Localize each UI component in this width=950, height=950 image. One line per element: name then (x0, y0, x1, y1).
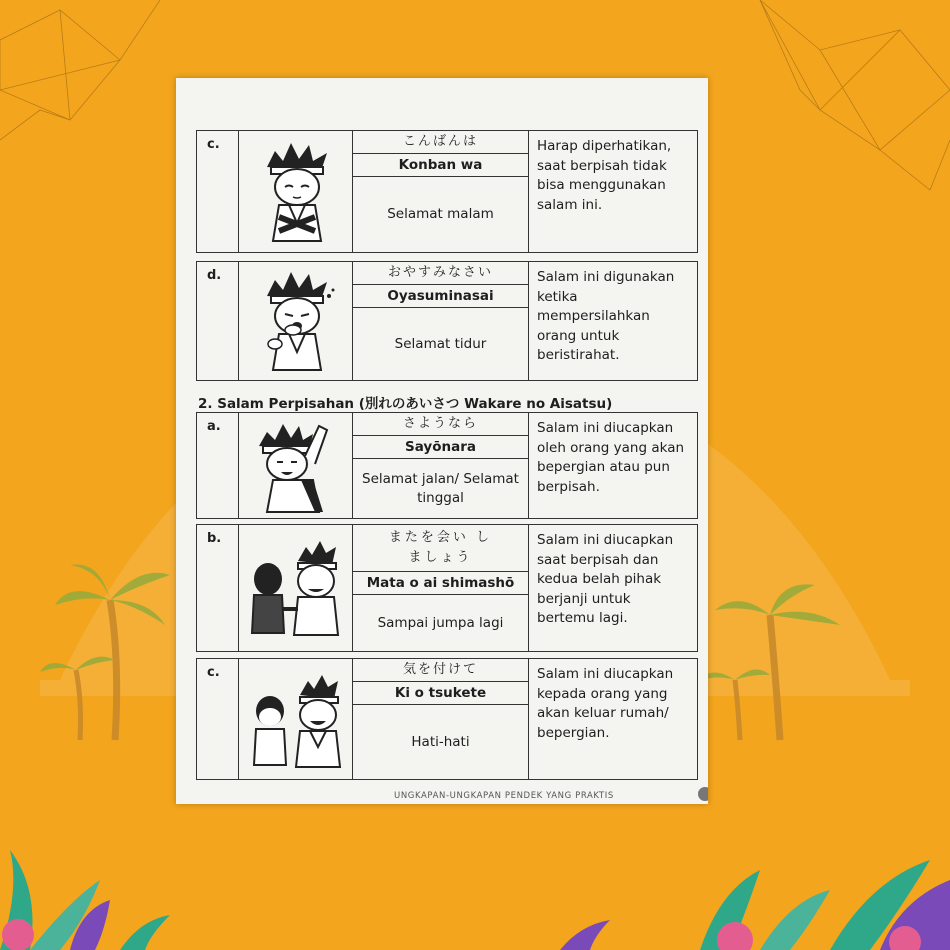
row-letter: a. (197, 413, 239, 518)
leaves-bottom-right (560, 860, 950, 950)
two-friends-talking-icon (246, 669, 346, 769)
words-cell (353, 131, 529, 252)
indonesian-text: Sampai jumpa lagi (377, 614, 504, 631)
indonesian-text: Hati-hati (411, 733, 470, 750)
boy-yawning-icon (253, 266, 339, 376)
table-row (196, 658, 698, 780)
boy-bowing-icon (253, 137, 339, 247)
romaji-text: Konban wa (353, 154, 528, 177)
illustration-cell (239, 131, 353, 252)
illustration-cell (239, 525, 353, 651)
table-row (196, 412, 698, 519)
illustration-cell (239, 413, 353, 518)
note-text: Harap diperhatikan, saat berpisah tidak bisa menggunakan salam ini. (537, 138, 672, 213)
illustration-cell (239, 659, 353, 779)
book-page (176, 78, 708, 804)
romaji-text: Sayōnara (353, 436, 528, 459)
note-text: Salam ini diucapkan kepada orang yang akan keluar rumah/ bepergian. (537, 666, 674, 741)
page-footer: UNGKAPAN-UNGKAPAN PENDEK YANG PRAKTIS (394, 791, 614, 801)
table-row (196, 261, 698, 381)
indonesian-text: Selamat tidur (394, 335, 487, 352)
row-letter: b. (197, 525, 239, 651)
romaji-text: Ki o tsukete (353, 682, 528, 705)
japanese-text: さようなら (353, 413, 528, 436)
geometric-lines-top-left (0, 0, 160, 140)
note-text: Salam ini diucapkan saat berpisah dan kedua belah pihak berjanji untuk bertemu lagi. (537, 532, 674, 626)
romaji-text: Mata o ai shimashō (353, 572, 528, 595)
row-letter: d. (197, 262, 239, 380)
page-number-marker (698, 787, 708, 801)
row-letter: c. (197, 131, 239, 252)
words-cell (353, 262, 529, 380)
geometric-lines-top-right (760, 0, 950, 190)
row-letter: c. (197, 659, 239, 779)
table-row (196, 130, 698, 253)
japanese-text: こんばんは (353, 131, 528, 154)
japanese-text: 気を付けて (353, 659, 528, 682)
leaves-bottom-left (0, 850, 170, 950)
words-cell (353, 413, 529, 518)
japanese-text: またを会い しましょう (353, 525, 528, 572)
indonesian-text: Selamat jalan/ Selamat tinggal (362, 470, 519, 506)
illustration-cell (239, 262, 353, 380)
note-text: Salam ini digunakan ketika mempersilahkan orang untuk beristirahat. (537, 269, 675, 363)
words-cell (353, 659, 529, 779)
japanese-text: おやすみなさい (353, 262, 528, 285)
words-cell (353, 525, 529, 651)
table-row (196, 524, 698, 652)
indonesian-text: Selamat malam (387, 206, 494, 222)
note-text: Salam ini diucapkan oleh orang yang akan bepergian atau pun berpisah. (537, 420, 685, 495)
boy-waving-icon (253, 416, 339, 516)
two-friends-handshake-icon (246, 533, 346, 643)
section-title: 2. Salam Perpisahan (別れのあいさつ Wakare no Aisatsu) (198, 396, 613, 412)
romaji-text: Oyasuminasai (353, 285, 528, 308)
